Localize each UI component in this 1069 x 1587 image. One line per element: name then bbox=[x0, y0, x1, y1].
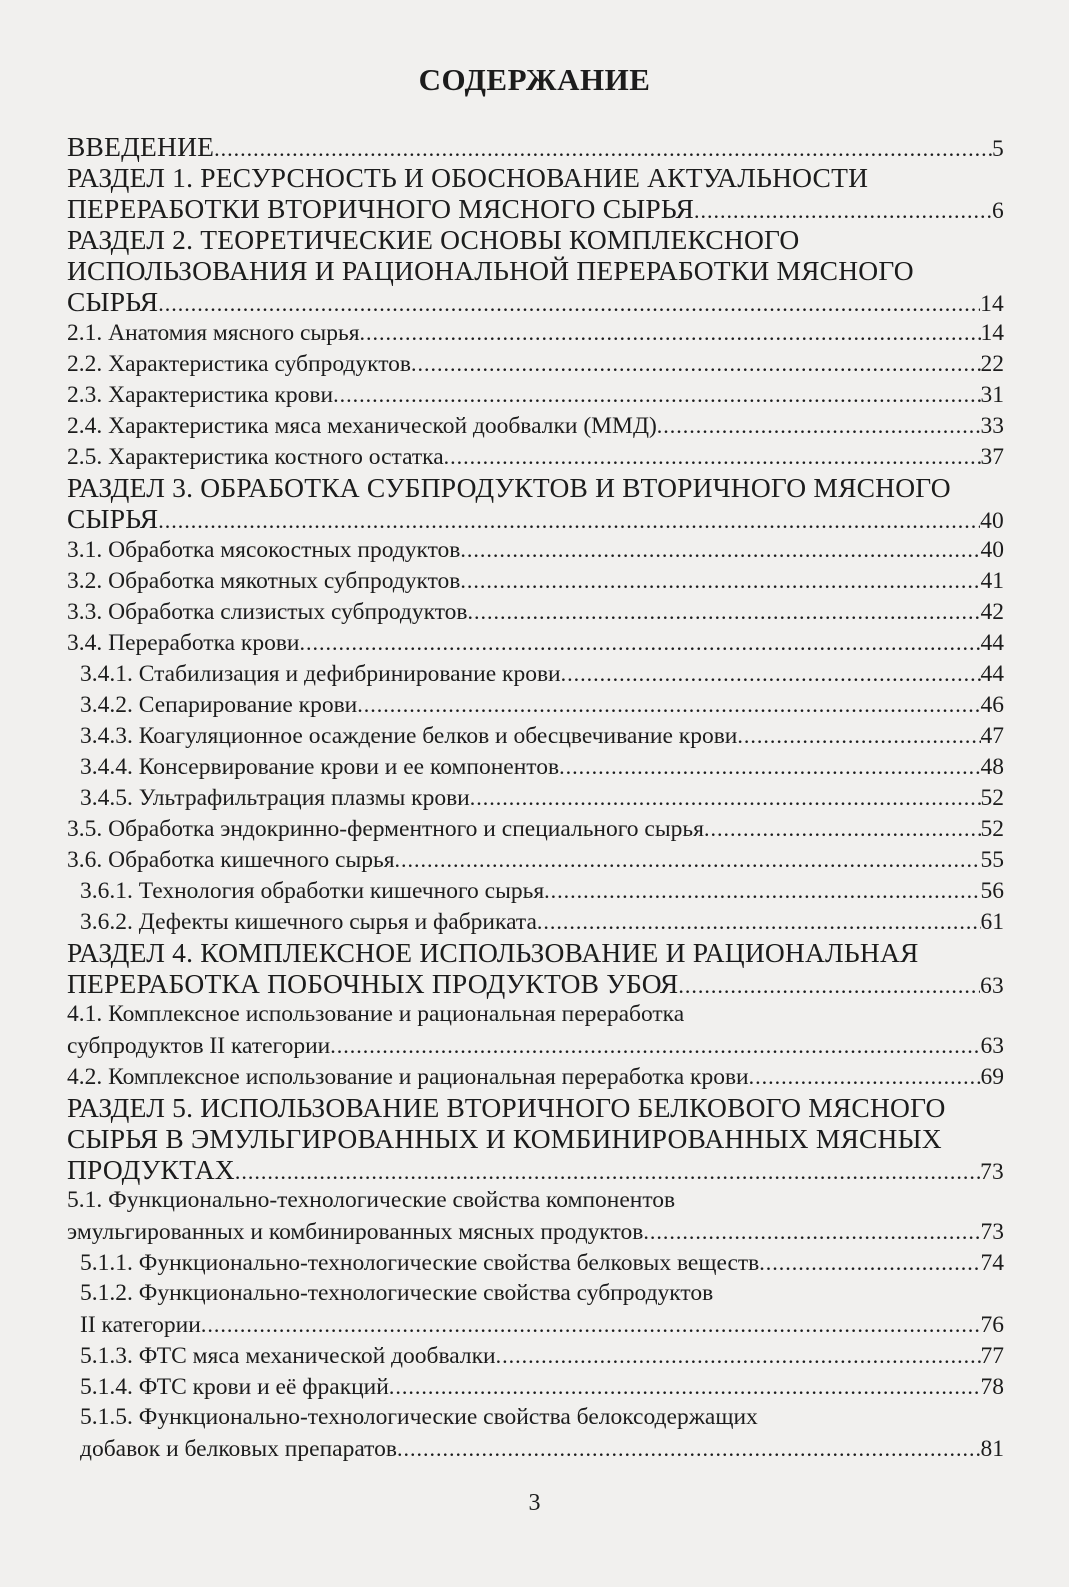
toc-entry-title: 3.6.2. Дефекты кишечного сырья и фабриката bbox=[80, 909, 537, 935]
toc-page-number: 73 bbox=[980, 1219, 1004, 1245]
dot-leader bbox=[559, 751, 980, 782]
toc-page-number: 33 bbox=[980, 413, 1004, 439]
toc-page-number: 76 bbox=[980, 1312, 1004, 1338]
toc-entry-line bbox=[67, 1433, 1004, 1464]
toc-entry-title: 3.4.3. Коагуляционное осаждение белков и обесцвечивание крови bbox=[80, 723, 738, 749]
toc-page-number: 47 bbox=[980, 723, 1004, 749]
toc-entry-line bbox=[67, 286, 1004, 317]
dot-leader bbox=[395, 844, 981, 875]
dot-leader bbox=[561, 658, 981, 689]
toc-entry-line bbox=[67, 751, 1004, 782]
toc-entry-line bbox=[67, 875, 1004, 906]
dot-leader bbox=[389, 1371, 981, 1402]
dot-leader bbox=[749, 1061, 981, 1092]
toc-entry-title: СЫРЬЯ bbox=[67, 503, 159, 534]
dot-leader bbox=[694, 195, 992, 226]
dot-leader bbox=[235, 1156, 980, 1187]
toc-entry-title: 3.3. Обработка слизистых субпродуктов bbox=[67, 599, 468, 625]
toc-entry-title: II категории bbox=[80, 1312, 201, 1338]
toc-entry-line bbox=[67, 1278, 1004, 1309]
toc-entry-title: РАЗДЕЛ 4. КОМПЛЕКСНОЕ ИСПОЛЬЗОВАНИЕ И РАЦИОНАЛЬНАЯ bbox=[67, 937, 919, 968]
toc-page-number: 5 bbox=[992, 136, 1004, 162]
dot-leader bbox=[643, 1216, 980, 1247]
toc-entry-title: 2.4. Характеристика мяса механической дообвалки (ММД) bbox=[67, 413, 657, 439]
toc-page-number: 14 bbox=[980, 291, 1004, 317]
toc-entry-title: РАЗДЕЛ 2. ТЕОРЕТИЧЕСКИЕ ОСНОВЫ КОМПЛЕКСНОГО bbox=[67, 224, 800, 255]
dot-leader bbox=[678, 970, 980, 1001]
dot-leader bbox=[411, 348, 980, 379]
dot-leader bbox=[460, 565, 980, 596]
toc-entry-line bbox=[67, 348, 1004, 379]
toc-page-number: 69 bbox=[980, 1064, 1004, 1090]
dot-leader bbox=[460, 534, 980, 565]
dot-leader bbox=[704, 813, 981, 844]
dot-leader bbox=[544, 875, 980, 906]
toc-page-number: 44 bbox=[980, 630, 1004, 656]
toc-entry-line bbox=[67, 162, 1004, 193]
toc-entry-line bbox=[67, 503, 1004, 534]
toc-entry-line bbox=[67, 1123, 1004, 1154]
toc-entry-line bbox=[67, 1030, 1004, 1061]
toc-entry-title: эмульгированных и комбинированных мясных продуктов bbox=[67, 1219, 644, 1245]
dot-leader bbox=[333, 379, 980, 410]
toc-entry-line bbox=[67, 1185, 1004, 1216]
toc-entry-line bbox=[67, 658, 1004, 689]
toc-entry-line bbox=[67, 1340, 1004, 1371]
toc-page-number: 63 bbox=[980, 1033, 1004, 1059]
toc-entry-line bbox=[67, 689, 1004, 720]
dot-leader bbox=[300, 627, 981, 658]
dot-leader bbox=[397, 1433, 981, 1464]
toc-page-number: 6 bbox=[992, 198, 1004, 224]
dot-leader bbox=[201, 1309, 981, 1340]
toc-entry-line bbox=[67, 441, 1004, 472]
dot-leader bbox=[360, 317, 981, 348]
toc-entry-line bbox=[67, 968, 1004, 999]
toc-entry-line bbox=[67, 131, 1004, 162]
dot-leader bbox=[444, 441, 981, 472]
toc-entry-line bbox=[67, 1216, 1004, 1247]
toc-entry-line bbox=[67, 565, 1004, 596]
dot-leader bbox=[330, 1030, 980, 1061]
toc-page-number: 81 bbox=[980, 1436, 1004, 1462]
toc-entry-title: 5.1.5. Функционально-технологические свойства белоксодержащих bbox=[80, 1404, 758, 1430]
toc-entry-title: СЫРЬЯ bbox=[67, 286, 159, 317]
toc-page-number: 44 bbox=[980, 661, 1004, 687]
toc-entry-title: 3.4.2. Сепарирование крови bbox=[80, 692, 358, 718]
toc-entry-title: СЫРЬЯ В ЭМУЛЬГИРОВАННЫХ И КОМБИНИРОВАННЫХ МЯСНЫХ bbox=[67, 1123, 942, 1154]
toc-page-number: 40 bbox=[980, 537, 1004, 563]
toc-entry-title: 3.4.1. Стабилизация и дефибринирование крови bbox=[80, 661, 561, 687]
toc-entry-title: 5.1.1. Функционально-технологические свойства белковых веществ bbox=[80, 1250, 760, 1276]
dot-leader bbox=[737, 720, 980, 751]
toc-entry-title: 5.1.2. Функционально-технологические свойства субпродуктов bbox=[80, 1280, 714, 1306]
toc-entry-title: 3.5. Обработка эндокринно-ферментного и специального сырья bbox=[67, 816, 704, 842]
toc-entry-line bbox=[67, 813, 1004, 844]
dot-leader bbox=[537, 906, 981, 937]
toc-entry-line bbox=[67, 379, 1004, 410]
toc-page-number: 42 bbox=[980, 599, 1004, 625]
toc-entry-line bbox=[67, 720, 1004, 751]
toc-entry-line bbox=[67, 1061, 1004, 1092]
toc-entry-title: ПЕРЕРАБОТКА ПОБОЧНЫХ ПРОДУКТОВ УБОЯ bbox=[67, 968, 679, 999]
toc-page-number: 78 bbox=[980, 1374, 1004, 1400]
toc-page-number: 37 bbox=[980, 444, 1004, 470]
toc-entry-line bbox=[67, 906, 1004, 937]
toc-entry-title: 3.6.1. Технология обработки кишечного сырья bbox=[80, 878, 545, 904]
toc-entry-title: добавок и белковых препаратов bbox=[80, 1436, 397, 1462]
toc-entry-line bbox=[67, 937, 1004, 968]
toc-page-number: 56 bbox=[980, 878, 1004, 904]
toc-entry-title: ПРОДУКТАХ bbox=[67, 1154, 235, 1185]
toc-page-number: 63 bbox=[980, 973, 1004, 999]
toc-entry-title: ПЕРЕРАБОТКИ ВТОРИЧНОГО МЯСНОГО СЫРЬЯ bbox=[67, 193, 694, 224]
toc-entry-title: 5.1.3. ФТС мяса механической дообвалки bbox=[80, 1343, 496, 1369]
dot-leader bbox=[158, 505, 980, 536]
toc-entry-line bbox=[67, 534, 1004, 565]
toc-entry-line bbox=[67, 596, 1004, 627]
toc-entry-title: 2.5. Характеристика костного остатка bbox=[67, 444, 444, 470]
dot-leader bbox=[759, 1247, 980, 1278]
page-number: 3 bbox=[528, 1490, 541, 1516]
toc-entry-title: РАЗДЕЛ 3. ОБРАБОТКА СУБПРОДУКТОВ И ВТОРИЧНОГО МЯСНОГО bbox=[67, 472, 951, 503]
toc-entry-title: 3.4.5. Ультрафильтрация плазмы крови bbox=[80, 785, 470, 811]
toc-page-number: 14 bbox=[980, 320, 1004, 346]
toc-page-number: 52 bbox=[980, 785, 1004, 811]
toc-entry-line bbox=[67, 255, 1004, 286]
toc-page-number: 77 bbox=[980, 1343, 1004, 1369]
toc-page-number: 61 bbox=[980, 909, 1004, 935]
toc-entry-title: 4.2. Комплексное использование и рациональная переработка крови bbox=[67, 1064, 749, 1090]
toc-entry-title: 2.1. Анатомия мясного сырья bbox=[67, 320, 360, 346]
toc-entry-line bbox=[67, 1092, 1004, 1123]
toc-entry-line bbox=[67, 782, 1004, 813]
toc-entry-line bbox=[67, 410, 1004, 441]
toc-entry-line bbox=[67, 844, 1004, 875]
toc-page-number: 74 bbox=[980, 1250, 1004, 1276]
toc-entry-line bbox=[67, 317, 1004, 348]
toc-entry-title: РАЗДЕЛ 5. ИСПОЛЬЗОВАНИЕ ВТОРИЧНОГО БЕЛКОВОГО МЯСНОГО bbox=[67, 1092, 946, 1123]
toc-page-number: 55 bbox=[980, 847, 1004, 873]
toc-entry-line bbox=[67, 1371, 1004, 1402]
toc-entry-line bbox=[67, 224, 1004, 255]
toc-entry-title: 3.6. Обработка кишечного сырья bbox=[67, 847, 395, 873]
toc-entry-title: 5.1.4. ФТС крови и её фракций bbox=[80, 1374, 389, 1400]
toc-entry-line bbox=[67, 1247, 1004, 1278]
toc-entry-title: ВВЕДЕНИЕ bbox=[67, 131, 215, 162]
toc-entry-title: 2.3. Характеристика крови bbox=[67, 382, 334, 408]
toc-page-number: 31 bbox=[980, 382, 1004, 408]
toc-page-number: 22 bbox=[980, 351, 1004, 377]
toc-entry-title: 3.1. Обработка мясокостных продуктов bbox=[67, 537, 461, 563]
toc-entry-title: ИСПОЛЬЗОВАНИЯ И РАЦИОНАЛЬНОЙ ПЕРЕРАБОТКИ МЯСНОГО bbox=[67, 255, 914, 286]
dot-leader bbox=[657, 410, 981, 441]
toc-entry-title: 3.2. Обработка мякотных субпродуктов bbox=[67, 568, 461, 594]
toc-page-number: 73 bbox=[980, 1159, 1004, 1185]
table-of-contents bbox=[67, 131, 1004, 1464]
toc-entry-line bbox=[67, 193, 1004, 224]
toc-entry-line bbox=[67, 1402, 1004, 1433]
dot-leader bbox=[214, 133, 992, 164]
dot-leader bbox=[357, 689, 980, 720]
toc-entry-line bbox=[67, 1309, 1004, 1340]
toc-page-number: 41 bbox=[980, 568, 1004, 594]
toc-page-number: 46 bbox=[980, 692, 1004, 718]
toc-entry-title: 3.4.4. Консервирование крови и ее компонентов bbox=[80, 754, 560, 780]
toc-page-number: 52 bbox=[980, 816, 1004, 842]
toc-entry-line bbox=[67, 999, 1004, 1030]
toc-entry-line bbox=[67, 1154, 1004, 1185]
page-title: СОДЕРЖАНИЕ bbox=[418, 62, 651, 97]
dot-leader bbox=[470, 782, 981, 813]
toc-entry-title: 2.2. Характеристика субпродуктов bbox=[67, 351, 412, 377]
toc-entry-title: РАЗДЕЛ 1. РЕСУРСНОСТЬ И ОБОСНОВАНИЕ АКТУАЛЬНОСТИ bbox=[67, 162, 869, 193]
toc-entry-line bbox=[67, 627, 1004, 658]
toc-entry-title: 5.1. Функционально-технологические свойства компонентов bbox=[67, 1187, 676, 1213]
toc-page-number: 40 bbox=[980, 508, 1004, 534]
dot-leader bbox=[468, 596, 981, 627]
dot-leader bbox=[496, 1340, 981, 1371]
dot-leader bbox=[158, 288, 980, 319]
toc-entry-line bbox=[67, 472, 1004, 503]
toc-entry-title: 4.1. Комплексное использование и рациональная переработка bbox=[67, 1001, 685, 1027]
toc-page-number: 48 bbox=[980, 754, 1004, 780]
toc-entry-title: 3.4. Переработка крови bbox=[67, 630, 300, 656]
toc-entry-title: субпродуктов II категории bbox=[67, 1033, 331, 1059]
